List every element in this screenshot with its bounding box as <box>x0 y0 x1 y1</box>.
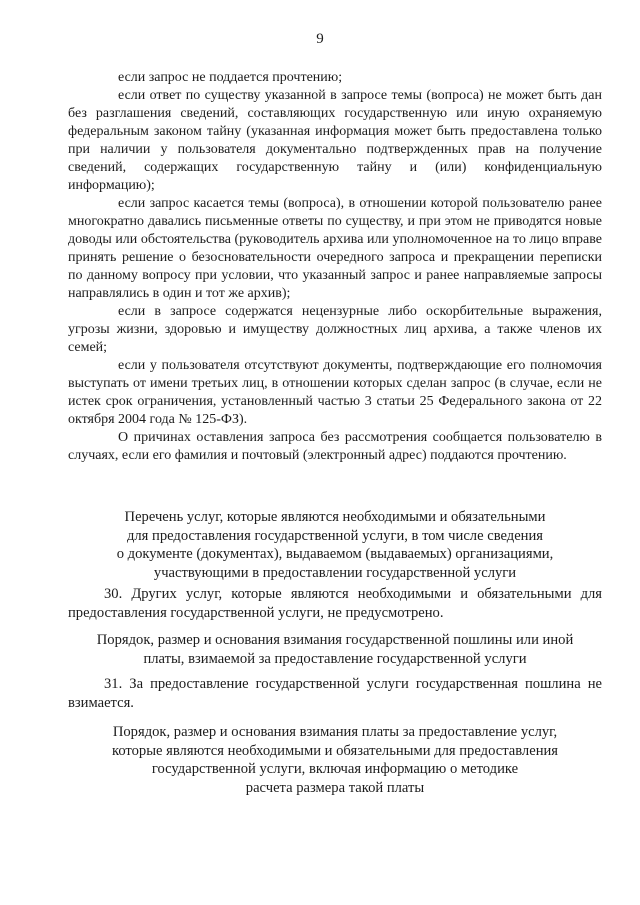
heading-line: которые являются необходимыми и обязательными для предоставления <box>111 742 559 759</box>
heading-state-fee <box>68 631 602 668</box>
heading-line: Порядок, размер и основания взимания государственной пошлины или иной <box>96 632 574 648</box>
condition-state-secret: если ответ по существу указанной в запросе темы (вопроса) не может быть дан без разглашения сведений, составляющих государственную или иную охраняемую федеральным законом тайну (указанная информация может быть предоставлена только при наличии у пользователя документально подтвержденных прав на получение сведений, содержащих государственную тайну и (или) конфиденциальную информацию); <box>68 88 602 193</box>
paragraph-30: 30. Других услуг, которые являются необходимыми и обязательными для предоставления государственной услуги, не предусмотрено. <box>68 586 602 621</box>
heading-line: расчета размера такой платы <box>245 779 425 796</box>
condition-repeated-request: если запрос касается темы (вопроса), в отношении которой пользователю ранее многократно давались письменные ответы по существу, и при этом не приводятся новые доводы или обстоятельства (руководитель архива или уполномоченное на то лицо вправе принять решение о безосновательности очередного запроса и прекращении переписки по данному вопросу при условии, что указанный запрос и ранее направляемые запросы направлялись в один и тот же архив); <box>68 196 602 301</box>
heading-line: платы, взимаемой за предоставление государственной услуги <box>143 650 527 667</box>
heading-line: о документе (документах), выдаваемом (выдаваемых) организациями, <box>116 546 554 562</box>
condition-offensive-language: если в запросе содержатся нецензурные либо оскорбительные выражения, угрозы жизни, здоровью и имуществу должностных лиц архива, а также членов их семей; <box>68 304 602 355</box>
notification-paragraph: О причинах оставления запроса без рассмотрения сообщается пользователю в случаях, если его фамилия и почтовый (электронный адрес) поддаются прочтению. <box>68 430 602 463</box>
heading-line: Перечень услуг, которые являются необходимыми и обязательными <box>124 509 546 525</box>
condition-unreadable: если запрос не поддается прочтению; <box>118 70 343 85</box>
heading-line: участвующими в предоставлении государственной услуги <box>153 564 517 581</box>
heading-line: Порядок, размер и основания взимания платы за предоставление услуг, <box>112 724 558 740</box>
heading-required-services <box>68 508 602 582</box>
heading-line: для предоставления государственной услуги, в том числе сведения <box>126 527 544 544</box>
heading-payment-for-services <box>68 723 602 797</box>
paragraph-31: 31. За предоставление государственной услуги государственная пошлина не взимается. <box>68 676 602 711</box>
heading-line: государственной услуги, включая информацию о методике <box>151 761 519 777</box>
refusal-conditions-list <box>68 69 602 465</box>
page-number: 9 <box>316 31 324 47</box>
condition-no-authority-documents: если у пользователя отсутствуют документы, подтверждающие его полномочия выступать от имени третьих лиц, в отношении которых сделан запрос (в случае, если не истек срок ограничения, установленный частью 3 статьи 25 Федерального закона от 22 октября 2004 года № 125-ФЗ). <box>68 358 602 427</box>
